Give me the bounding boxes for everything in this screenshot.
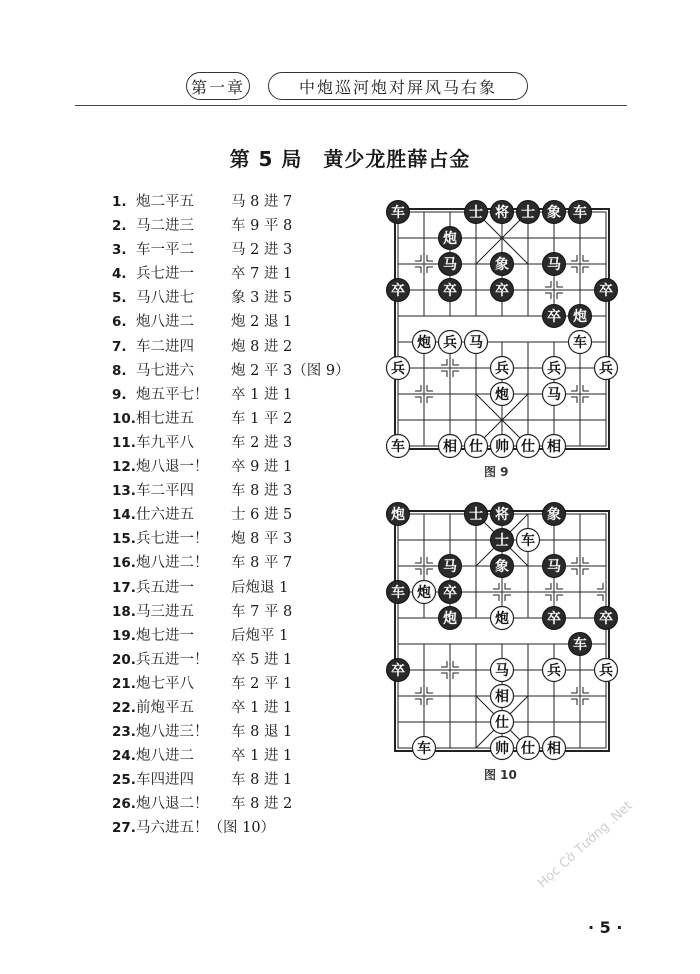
black-piece bbox=[491, 253, 514, 276]
black-move: 车 2 进 3 bbox=[231, 434, 293, 451]
black-move: 车 9 平 8 bbox=[231, 218, 293, 235]
move-row bbox=[112, 335, 350, 359]
move-number: 24. bbox=[112, 748, 136, 765]
red-piece bbox=[517, 737, 540, 760]
red-move: 车四进四 bbox=[136, 772, 194, 789]
piece-label: 马 bbox=[547, 257, 561, 273]
black-move: 炮 8 进 2 bbox=[231, 338, 293, 355]
red-piece bbox=[543, 435, 566, 458]
red-move: 炮八进二！ bbox=[136, 555, 209, 572]
piece-label: 兵 bbox=[599, 361, 613, 377]
red-move: 车二进四 bbox=[136, 338, 194, 355]
move-row bbox=[112, 624, 350, 648]
move-row bbox=[112, 455, 350, 479]
move-row bbox=[112, 816, 350, 840]
chapter-header bbox=[0, 72, 700, 102]
black-piece bbox=[595, 607, 618, 630]
red-move: 兵五进一！ bbox=[136, 651, 209, 668]
piece-label: 炮 bbox=[417, 585, 431, 601]
diagram-caption: 图 10 bbox=[484, 768, 517, 782]
piece-label: 车 bbox=[573, 335, 587, 351]
black-move: 卒 1 进 1 bbox=[231, 748, 293, 765]
move-row bbox=[112, 286, 350, 310]
red-piece bbox=[491, 685, 514, 708]
red-move: 兵七进一 bbox=[136, 266, 194, 283]
piece-label: 炮 bbox=[443, 611, 457, 627]
move-row bbox=[112, 527, 350, 551]
black-piece bbox=[569, 305, 592, 328]
chapter-label: 第一章 bbox=[186, 72, 250, 100]
move-number: 6. bbox=[112, 314, 127, 331]
red-move: 炮八进二 bbox=[136, 748, 194, 765]
red-move: 马三进五 bbox=[136, 603, 194, 620]
move-row bbox=[112, 238, 350, 262]
move-number: 22. bbox=[112, 699, 136, 716]
move-row bbox=[112, 214, 350, 238]
black-piece bbox=[387, 581, 410, 604]
xiangqi-board-1 bbox=[380, 196, 624, 462]
move-row bbox=[112, 383, 350, 407]
move-list bbox=[112, 190, 350, 841]
red-piece bbox=[491, 607, 514, 630]
move-number: 13. bbox=[112, 483, 136, 500]
piece-label: 象 bbox=[547, 507, 561, 523]
red-move: 炮二平五 bbox=[136, 194, 194, 210]
black-piece bbox=[491, 279, 514, 302]
move-number: 2. bbox=[112, 218, 127, 235]
move-number: 26. bbox=[112, 796, 136, 813]
piece-label: 卒 bbox=[391, 283, 405, 299]
red-piece bbox=[491, 711, 514, 734]
black-piece bbox=[491, 555, 514, 578]
move-row bbox=[112, 576, 350, 600]
black-piece bbox=[439, 555, 462, 578]
black-piece bbox=[543, 503, 566, 526]
red-move: 马二进三 bbox=[136, 218, 194, 235]
watermark: Học Cờ Tướng .Net bbox=[535, 798, 636, 892]
black-piece bbox=[465, 503, 488, 526]
piece-label: 炮 bbox=[417, 335, 431, 351]
move-row bbox=[112, 503, 350, 527]
black-move: 卒 9 进 1 bbox=[231, 459, 293, 476]
move-number: 5. bbox=[112, 290, 127, 307]
piece-label: 卒 bbox=[599, 283, 613, 299]
move-row bbox=[112, 479, 350, 503]
red-move: 兵七进一！ bbox=[136, 531, 209, 548]
piece-label: 炮 bbox=[391, 507, 405, 523]
piece-label: 帅 bbox=[495, 741, 509, 757]
black-move: 车 8 退 1 bbox=[231, 724, 293, 741]
piece-label: 马 bbox=[547, 387, 561, 403]
piece-label: 士 bbox=[469, 507, 483, 523]
red-piece bbox=[543, 383, 566, 406]
piece-label: 相 bbox=[443, 439, 457, 455]
move-row bbox=[112, 744, 350, 768]
red-move: 仕六进五 bbox=[136, 507, 194, 524]
red-piece bbox=[569, 331, 592, 354]
move-number: 4. bbox=[112, 266, 127, 283]
piece-label: 马 bbox=[469, 335, 483, 351]
black-piece bbox=[491, 503, 514, 526]
move-row bbox=[112, 431, 350, 455]
red-move: 炮七平八 bbox=[136, 675, 194, 692]
piece-label: 相 bbox=[547, 741, 561, 757]
black-move: 卒 5 进 1 bbox=[231, 651, 293, 668]
piece-label: 车 bbox=[391, 439, 405, 455]
piece-label: 马 bbox=[443, 559, 457, 575]
black-piece bbox=[543, 253, 566, 276]
piece-label: 相 bbox=[547, 439, 561, 455]
black-move: 卒 1 进 1 bbox=[231, 699, 293, 716]
red-piece bbox=[543, 659, 566, 682]
red-move: 兵五进一 bbox=[136, 579, 194, 596]
piece-label: 仕 bbox=[521, 741, 535, 757]
black-piece bbox=[439, 581, 462, 604]
piece-label: 卒 bbox=[495, 283, 509, 299]
move-row bbox=[112, 792, 350, 816]
red-piece bbox=[439, 435, 462, 458]
black-piece bbox=[543, 201, 566, 224]
piece-label: 兵 bbox=[391, 361, 405, 377]
piece-label: 炮 bbox=[443, 231, 457, 247]
move-row bbox=[112, 310, 350, 334]
black-move: 马 2 进 3 bbox=[231, 242, 293, 259]
piece-label: 马 bbox=[495, 663, 509, 679]
red-move: 炮八退一！ bbox=[136, 459, 209, 476]
piece-label: 卒 bbox=[443, 283, 457, 299]
move-number: 1. bbox=[112, 194, 127, 210]
black-move: 车 7 平 8 bbox=[231, 603, 293, 620]
page-number: · 5 · bbox=[588, 918, 623, 937]
black-piece bbox=[491, 529, 514, 552]
move-number: 20. bbox=[112, 651, 136, 668]
red-move: 马七进六 bbox=[136, 362, 194, 379]
red-move: 相七进五 bbox=[136, 410, 194, 427]
red-piece bbox=[491, 357, 514, 380]
piece-label: 将 bbox=[495, 507, 509, 523]
piece-label: 马 bbox=[443, 257, 457, 273]
black-piece bbox=[439, 253, 462, 276]
red-piece bbox=[543, 737, 566, 760]
piece-label: 炮 bbox=[573, 309, 587, 325]
black-piece bbox=[517, 201, 540, 224]
move-row bbox=[112, 262, 350, 286]
piece-label: 兵 bbox=[599, 663, 613, 679]
red-move: 马八进七 bbox=[136, 290, 194, 307]
move-number: 16. bbox=[112, 555, 136, 572]
move-number: 12. bbox=[112, 459, 136, 476]
black-move: 车 1 平 2 bbox=[231, 410, 293, 427]
red-move: 马六进五！（图 10） bbox=[136, 820, 276, 837]
move-row bbox=[112, 359, 350, 383]
move-number: 23. bbox=[112, 724, 136, 741]
move-number: 17. bbox=[112, 579, 136, 596]
piece-label: 士 bbox=[495, 533, 509, 549]
black-move: 卒 1 进 1 bbox=[231, 386, 293, 403]
red-piece bbox=[491, 383, 514, 406]
piece-label: 车 bbox=[391, 585, 405, 601]
move-number: 15. bbox=[112, 531, 136, 548]
piece-label: 炮 bbox=[495, 611, 509, 627]
red-move: 车一平二 bbox=[136, 242, 194, 259]
black-move: 车 8 进 2 bbox=[231, 796, 293, 813]
move-number: 19. bbox=[112, 627, 136, 644]
black-move: 车 8 平 7 bbox=[231, 555, 293, 572]
black-move: 车 8 进 1 bbox=[231, 772, 293, 789]
move-row bbox=[112, 648, 350, 672]
red-piece bbox=[387, 435, 410, 458]
piece-label: 马 bbox=[547, 559, 561, 575]
move-number: 10. bbox=[112, 410, 136, 427]
red-move: 炮八退二！ bbox=[136, 796, 209, 813]
black-piece bbox=[491, 201, 514, 224]
piece-label: 仕 bbox=[495, 715, 509, 731]
red-move: 炮七进一 bbox=[136, 627, 194, 644]
move-number: 9. bbox=[112, 386, 127, 403]
red-piece bbox=[413, 737, 436, 760]
piece-label: 象 bbox=[495, 559, 509, 575]
black-move: 象 3 进 5 bbox=[231, 290, 293, 307]
red-piece bbox=[595, 659, 618, 682]
move-number: 18. bbox=[112, 603, 136, 620]
move-number: 8. bbox=[112, 362, 127, 379]
piece-label: 兵 bbox=[547, 361, 561, 377]
move-row bbox=[112, 600, 350, 624]
piece-label: 士 bbox=[521, 205, 535, 221]
red-move: 炮八进二 bbox=[136, 314, 194, 331]
black-piece bbox=[543, 607, 566, 630]
header-rule bbox=[75, 105, 627, 106]
piece-label: 车 bbox=[391, 205, 405, 221]
piece-label: 相 bbox=[495, 689, 509, 705]
black-move: 卒 7 进 1 bbox=[231, 266, 293, 283]
move-row bbox=[112, 720, 350, 744]
red-piece bbox=[517, 435, 540, 458]
piece-label: 帅 bbox=[495, 439, 509, 455]
black-piece bbox=[465, 201, 488, 224]
move-row bbox=[112, 551, 350, 575]
red-piece bbox=[491, 737, 514, 760]
red-piece bbox=[413, 331, 436, 354]
black-piece bbox=[439, 279, 462, 302]
piece-label: 象 bbox=[495, 257, 509, 273]
move-number: 25. bbox=[112, 772, 136, 789]
black-piece bbox=[595, 279, 618, 302]
red-piece bbox=[413, 581, 436, 604]
red-piece bbox=[491, 435, 514, 458]
xiangqi-board-2 bbox=[380, 498, 624, 764]
black-piece bbox=[387, 659, 410, 682]
move-number: 21. bbox=[112, 675, 136, 692]
red-move: 炮五平七！ bbox=[136, 386, 209, 403]
black-move: 士 6 进 5 bbox=[231, 507, 293, 524]
black-piece bbox=[387, 503, 410, 526]
piece-label: 炮 bbox=[495, 387, 509, 403]
piece-label: 卒 bbox=[391, 663, 405, 679]
move-row bbox=[112, 407, 350, 431]
red-piece bbox=[465, 331, 488, 354]
red-piece bbox=[439, 331, 462, 354]
piece-label: 卒 bbox=[443, 585, 457, 601]
piece-label: 仕 bbox=[469, 439, 483, 455]
black-piece bbox=[543, 305, 566, 328]
piece-label: 卒 bbox=[547, 611, 561, 627]
piece-label: 象 bbox=[547, 205, 561, 221]
black-move: 车 8 进 3 bbox=[231, 483, 293, 500]
piece-label: 车 bbox=[573, 205, 587, 221]
red-move: 前炮平五 bbox=[136, 699, 194, 716]
move-row bbox=[112, 190, 350, 214]
red-piece bbox=[517, 529, 540, 552]
piece-label: 卒 bbox=[547, 309, 561, 325]
piece-label: 车 bbox=[573, 637, 587, 653]
black-move: 后炮平 1 bbox=[231, 627, 289, 644]
black-piece bbox=[387, 201, 410, 224]
black-piece bbox=[387, 279, 410, 302]
red-piece bbox=[491, 659, 514, 682]
move-number: 14. bbox=[112, 507, 136, 524]
red-move: 车二平四 bbox=[136, 483, 194, 500]
red-piece bbox=[387, 357, 410, 380]
piece-label: 兵 bbox=[547, 663, 561, 679]
black-move: 炮 8 平 3 bbox=[231, 531, 293, 548]
black-move: 后炮退 1 bbox=[231, 579, 289, 596]
black-move: 马 8 进 7 bbox=[231, 194, 293, 210]
move-number: 3. bbox=[112, 242, 127, 259]
red-piece bbox=[595, 357, 618, 380]
black-move: 炮 2 退 1 bbox=[231, 314, 293, 331]
piece-label: 车 bbox=[521, 533, 535, 549]
section-title: 中炮巡河炮对屏风马右象 bbox=[268, 72, 528, 100]
red-piece bbox=[543, 357, 566, 380]
game-title: 第 5 局 黄少龙胜薛占金 bbox=[229, 147, 471, 171]
piece-label: 卒 bbox=[599, 611, 613, 627]
black-piece bbox=[543, 555, 566, 578]
diagram-caption: 图 9 bbox=[484, 465, 509, 479]
move-number: 27. bbox=[112, 820, 136, 837]
piece-label: 士 bbox=[469, 205, 483, 221]
piece-label: 仕 bbox=[521, 439, 535, 455]
red-move: 炮八进三！ bbox=[136, 724, 209, 741]
piece-label: 车 bbox=[417, 741, 431, 757]
move-number: 11. bbox=[112, 434, 136, 451]
move-number: 7. bbox=[112, 338, 127, 355]
piece-label: 将 bbox=[495, 205, 509, 221]
move-row bbox=[112, 672, 350, 696]
black-piece bbox=[439, 607, 462, 630]
move-row bbox=[112, 768, 350, 792]
black-piece bbox=[569, 201, 592, 224]
black-piece bbox=[569, 633, 592, 656]
red-piece bbox=[465, 435, 488, 458]
move-row bbox=[112, 696, 350, 720]
piece-label: 兵 bbox=[443, 335, 457, 351]
red-move: 车九平八 bbox=[136, 434, 194, 451]
black-piece bbox=[439, 227, 462, 250]
piece-label: 兵 bbox=[495, 361, 509, 377]
black-move: 炮 2 平 3（图 9） bbox=[231, 362, 350, 379]
black-move: 车 2 平 1 bbox=[231, 675, 293, 692]
